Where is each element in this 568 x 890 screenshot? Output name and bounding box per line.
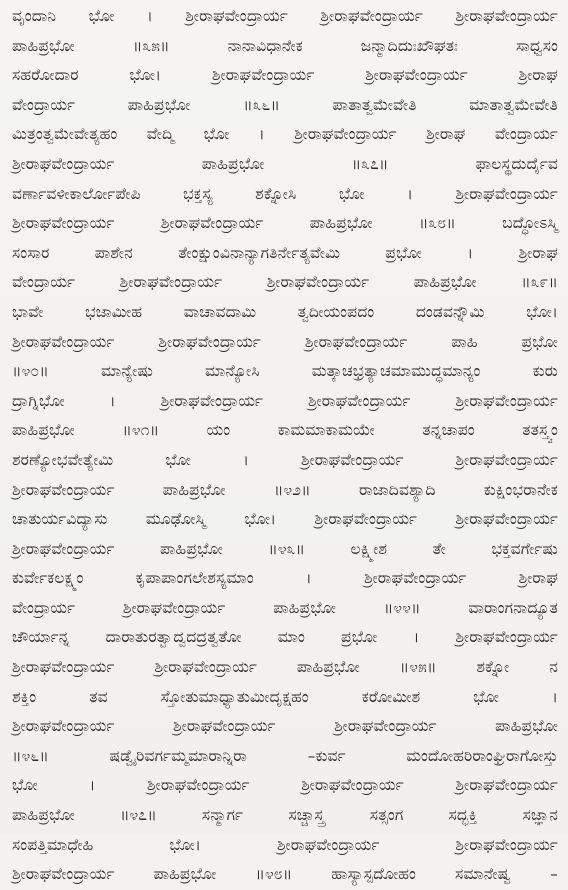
text-line: ಕುರ್ವೇಕಲಕ್ಷ್ಮಂ ಕೃಪಾಪಾಂಗಲೇಶಸ್ಯಮಾಂ । ಶ್ರೀರಾಘವೇಂದ್ರಾರ್ಯ ಶ್ರೀರಾಘ <box>12 569 558 588</box>
text-line: ಮಿತ್ರಂತ್ವಮೇವೇತ್ಯಹಂ ವೇದ್ಮಿ ಭೋ । ಶ್ರೀರಾಘವೇಂದ್ರಾರ್ಯ ಶ್ರೀರಾಘ ವೇಂದ್ರಾರ್ಯ <box>12 125 558 144</box>
text-line: ಶ್ರೀರಾಘವೇಂದ್ರಾರ್ಯ ಶ್ರೀರಾಘವೇಂದ್ರಾರ್ಯ ಪಾಹಿಪ್ರಭೋ ॥೩೮॥ ಬದ್ಧೋಽಸ್ಮಿ <box>12 214 558 233</box>
text-line: ಭೋ । ಶ್ರೀರಾಘವೇಂದ್ರಾರ್ಯ ಶ್ರೀರಾಘವೇಂದ್ರಾರ್ಯ ಶ್ರೀರಾಘವೇಂದ್ರಾರ್ಯ <box>12 776 558 795</box>
kannada-stotra-text <box>12 2 558 890</box>
text-line: ಶ್ರೀರಾಘವೇಂದ್ರಾರ್ಯ ಶ್ರೀರಾಘವೇಂದ್ರಾರ್ಯ ಪಾಹಿಪ್ರಭೋ ॥೪೫॥ ಶಕ್ನೋ ನ <box>12 658 558 677</box>
text-line: ॥೪೦॥ ಮಾನ್ಯೇಷು ಮಾನ್ಯೋಸಿ ಮತ್ಕಾಚಭ್ರತ್ಯಾಚಮಾಮುದ್ಧಮಾನ್ಯಂ ಕುರು <box>12 362 558 381</box>
text-line: ॥೪೬॥ ಷಡ್ವೈರಿವರ್ಗಮ್ಮಮಾರಾನ್ನಿರಾ –ಕುರ್ವ ಮಂದೋಹರಿರಾಂಘ್ರಿರಾಗೋಸ್ತು <box>12 746 558 765</box>
text-line: ಶ್ರೀರಾಘವೇಂದ್ರಾರ್ಯ ಶ್ರೀರಾಘವೇಂದ್ರಾರ್ಯ ಶ್ರೀರಾಘವೇಂದ್ರಾರ್ಯ ಪಾಹಿಪ್ರಭೋ <box>12 717 558 736</box>
text-line: ಸಂಪತ್ತಿಮಾಧೇಹಿ ಭೋ। ಶ್ರೀರಾಘವೇಂದ್ರಾರ್ಯ ಶ್ರೀರಾಘವೇಂದ್ರಾರ್ಯ <box>12 835 558 854</box>
text-line: ಶರಣ್ಯೋಭವೇತ್ಯೇಮಿ ಭೋ । ಶ್ರೀರಾಘವೇಂದ್ರಾರ್ಯ ಶ್ರೀರಾಘವೇಂದ್ರಾರ್ಯ <box>12 450 558 469</box>
text-line: ಶ್ರೀರಾಘವೇಂದ್ರಾರ್ಯ ಪಾಹಿಪ್ರಭೋ ॥೪೮॥ ಹಾಸ್ಯಾಸ್ಪದೋಹಂ ಸಮಾನೇಷ್ವ – <box>12 865 558 884</box>
text-line: ಶ್ರೀರಾಘವೇಂದ್ರಾರ್ಯ ಶ್ರೀರಾಘವೇಂದ್ರಾರ್ಯ ಶ್ರೀರಾಘವೇಂದ್ರಾರ್ಯ ಪಾಹಿ ಪ್ರಭೋ <box>12 332 558 351</box>
text-line: ವೃಂದಾನಿ ಭೋ । ಶ್ರೀರಾಘವೇಂದ್ರಾರ್ಯ ಶ್ರೀರಾಘವೇಂದ್ರಾರ್ಯ ಶ್ರೀರಾಘವೇಂದ್ರಾರ್ಯ <box>12 7 558 25</box>
text-line: ವೇಂದ್ರಾರ್ಯ ಶ್ರೀರಾಘವೇಂದ್ರಾರ್ಯ ಶ್ರೀರಾಘವೇಂದ್ರಾರ್ಯ ಪಾಹಿಪ್ರಭೋ ॥೩೯॥ <box>12 273 558 292</box>
text-line: ಶ್ರೀರಾಘವೇಂದ್ರಾರ್ಯ ಪಾಹಿಪ್ರಭೋ ॥೩೭॥ ಫಾಲಸ್ಥದುರ್ದೈವ <box>12 154 558 173</box>
text-line: ಶ್ರೀರಾಘವೇಂದ್ರಾರ್ಯ ಪಾಹಿಪ್ರಭೋ ॥೪೨॥ ರಾಜಾದಿವಶ್ಯಾದಿ ಕುಕ್ಷಿಂಭರಾನೇಕ <box>12 480 558 499</box>
text-line: ಶ್ರೀರಾಘವೇಂದ್ರಾರ್ಯ ಪಾಹಿಪ್ರಭೋ ॥೪೩॥ ಲಕ್ಷ್ಮೀಶ ತೇ ಭಕ್ತವರ್ಗೇಷು <box>12 539 558 558</box>
text-line: ಪಾಹಿಪ್ರಭೋ ॥೩೫॥ ನಾನಾವಿಧಾನೇಕ ಜನ್ಮಾದಿದುಃಖೌಘತಃ ಸಾಧ್ವಸಂ <box>12 36 558 55</box>
text-line: ಚೌರ್ಯಾನ್ನ ದಾರಾತುರತ್ವಾದ್ವದದ್ರತ್ವತೋ ಮಾಂ ಪ್ರಭೋ । ಶ್ರೀರಾಘವೇಂದ್ರಾರ್ಯ <box>12 628 558 647</box>
text-line: ಚಾತುರ್ಯವಿದ್ಯಾಸು ಮೂಢೋಸ್ಮಿ ಭೋ। ಶ್ರೀರಾಘವೇಂದ್ರಾರ್ಯ ಶ್ರೀರಾಘವೇಂದ್ರಾರ್ಯ <box>12 510 558 529</box>
text-line: ದ್ರಾಗ್ನಿಭೋ । ಶ್ರೀರಾಘವೇಂದ್ರಾರ್ಯ ಶ್ರೀರಾಘವೇಂದ್ರಾರ್ಯ ಶ್ರೀರಾಘವೇಂದ್ರಾರ್ಯ <box>12 391 558 410</box>
text-line: ಪಾಹಿಪ್ರಭೋ ॥೪೧॥ ಯಂ ಕಾಮಮಾಕಾಮಯೇ ತನ್ನಚಾಪಂ ತತಸ್ತ್ವಂ <box>12 421 558 440</box>
text-line: ವೇಂದ್ರಾರ್ಯ ಪಾಹಿಪ್ರಭೋ ॥೩೬॥ ಪಾತಾತ್ವಮೇವೇತಿ ಮಾತಾತ್ವಮೇವೇತಿ <box>12 95 558 114</box>
text-line: ಸಹರೋದಾರ ಭೋ। ಶ್ರೀರಾಘವೇಂದ್ರಾರ್ಯ ಶ್ರೀರಾಘವೇಂದ್ರಾರ್ಯ ಶ್ರೀರಾಘ <box>12 66 558 85</box>
text-line: ಸಂಸಾರ ಪಾಶೇನ ತೇಂಕ್ಷುಂವಿನಾನ್ಯಾಗತಿರ್ನೇತ್ಯವೇಮಿ ಪ್ರಭೋ । ಶ್ರೀರಾಘ <box>12 243 558 262</box>
text-line: ವರ್ಣಾವಳೀಕಾರ್ಲೋಪೇಪಿ ಭಕ್ತಸ್ಯ ಶಕ್ನೋಸಿ ಭೋ । ಶ್ರೀರಾಘವೇಂದ್ರಾರ್ಯ <box>12 184 558 203</box>
text-line: ಭಾವೇ ಭಜಾಮೀಹ ವಾಚಾವದಾಮಿ ತ್ವದೀಯಂಪದಂ ದಂಡವನ್ನೌಮಿ ಭೋ। <box>12 302 558 321</box>
text-line: ಪಾಹಿಪ್ರಭೋ ॥೪೭॥ ಸನ್ಮಾರ್ಗ ಸಚ್ಚಾಸ್ತ್ರ ಸತ್ಸಂಗ ಸದ್ಭಕ್ತಿ ಸಜ್ಞಾನ <box>12 806 558 825</box>
text-line: ವೇಂದ್ರಾರ್ಯ ಶ್ರೀರಾಘವೇಂದ್ರಾರ್ಯ ಪಾಹಿಪ್ರಭೋ ॥೪೪॥ ವಾರಾಂಗನಾದ್ಯೂತ <box>12 598 558 617</box>
text-line: ಶಕ್ತಿಂ ತವ ಸ್ತೋತುಮಾಧ್ಯಾತುಮೀದೃಕ್ಷಹಂ ಕರೋಮೀಶ ಭೋ । <box>12 687 558 706</box>
